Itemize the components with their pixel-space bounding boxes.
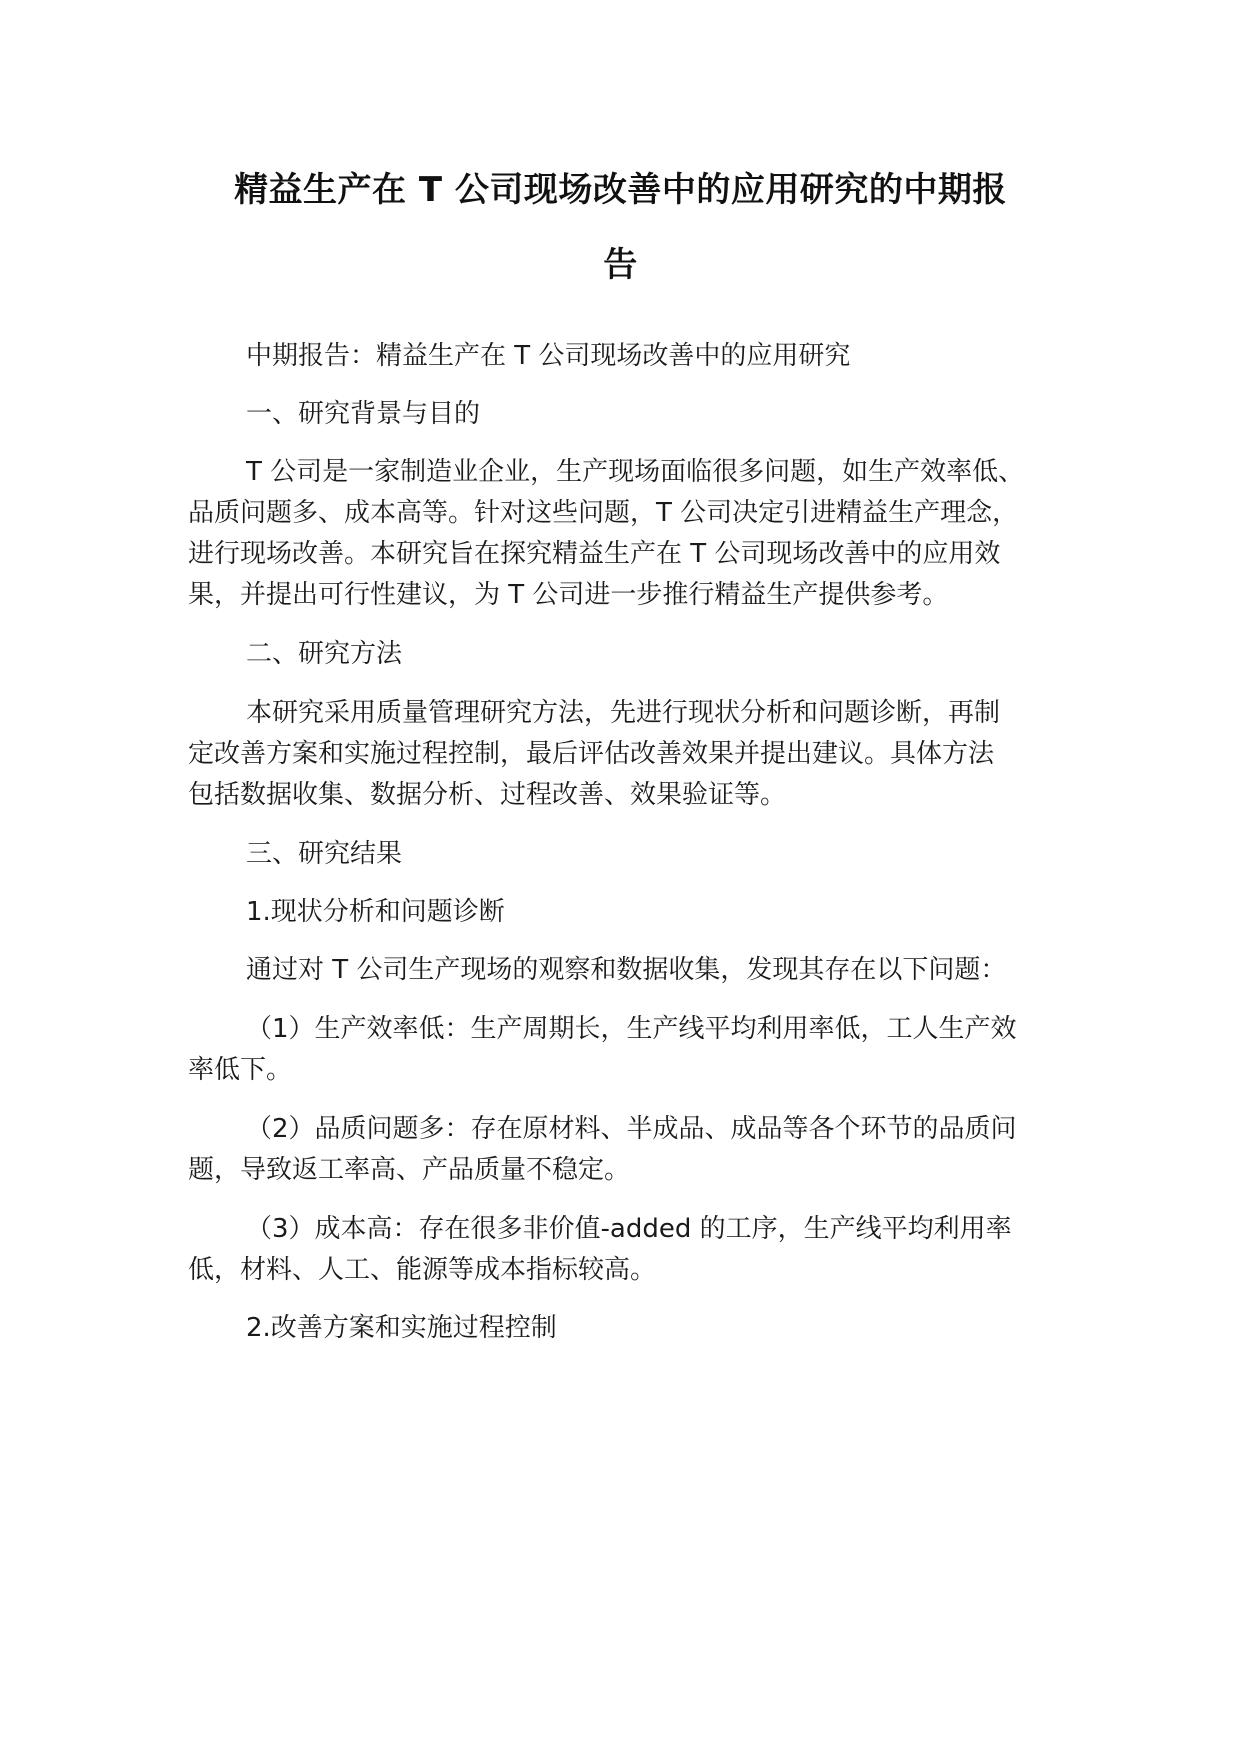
- paragraph-line: 包括数据收集、数据分析、过程改善、效果验证等。: [188, 780, 787, 810]
- subsection-heading-improvement: 2.改善方案和实施过程控制: [246, 1313, 557, 1343]
- problem-item-line: （2）品质问题多：存在原材料、半成品、成品等各个环节的品质问: [246, 1114, 1017, 1144]
- section-heading-method: 二、研究方法: [246, 639, 403, 669]
- paragraph-line: 本研究采用质量管理研究方法，先进行现状分析和问题诊断，再制: [246, 698, 1001, 728]
- problem-item-line: 题，导致返工率高、产品质量不稳定。: [188, 1155, 631, 1185]
- paragraph-line: 品质问题多、成本高等。针对这些问题，T 公司决定引进精益生产理念，: [188, 498, 1019, 528]
- paragraph-line: 果，并提出可行性建议，为 T 公司进一步推行精益生产提供参考。: [188, 580, 949, 610]
- document-title-line-1: 精益生产在 T 公司现场改善中的应用研究的中期报: [234, 170, 1007, 210]
- problem-item-line: 低，材料、人工、能源等成本指标较高。: [188, 1255, 657, 1285]
- subsection-heading-diagnosis: 1.现状分析和问题诊断: [246, 897, 505, 927]
- report-subtitle: 中期报告：精益生产在 T 公司现场改善中的应用研究: [246, 341, 851, 371]
- paragraph-line: 定改善方案和实施过程控制，最后评估改善效果并提出建议。具体方法: [188, 739, 995, 769]
- paragraph-line: T 公司是一家制造业企业，生产现场面临很多问题，如生产效率低、: [246, 457, 1025, 487]
- problem-item-line: （1）生产效率低：生产周期长，生产线平均利用率低，工人生产效: [246, 1014, 1017, 1044]
- paragraph-line: 进行现场改善。本研究旨在探究精益生产在 T 公司现场改善中的应用效: [188, 539, 1001, 569]
- document-title-line-2: 告: [603, 245, 638, 285]
- problem-item-line: （3）成本高：存在很多非价值-added 的工序，生产线平均利用率: [246, 1214, 1012, 1244]
- problem-item-line: 率低下。: [188, 1055, 293, 1085]
- section-heading-results: 三、研究结果: [246, 839, 403, 869]
- paragraph-line: 通过对 T 公司生产现场的观察和数据收集，发现其存在以下问题：: [246, 955, 1007, 985]
- section-heading-background: 一、研究背景与目的: [246, 399, 481, 429]
